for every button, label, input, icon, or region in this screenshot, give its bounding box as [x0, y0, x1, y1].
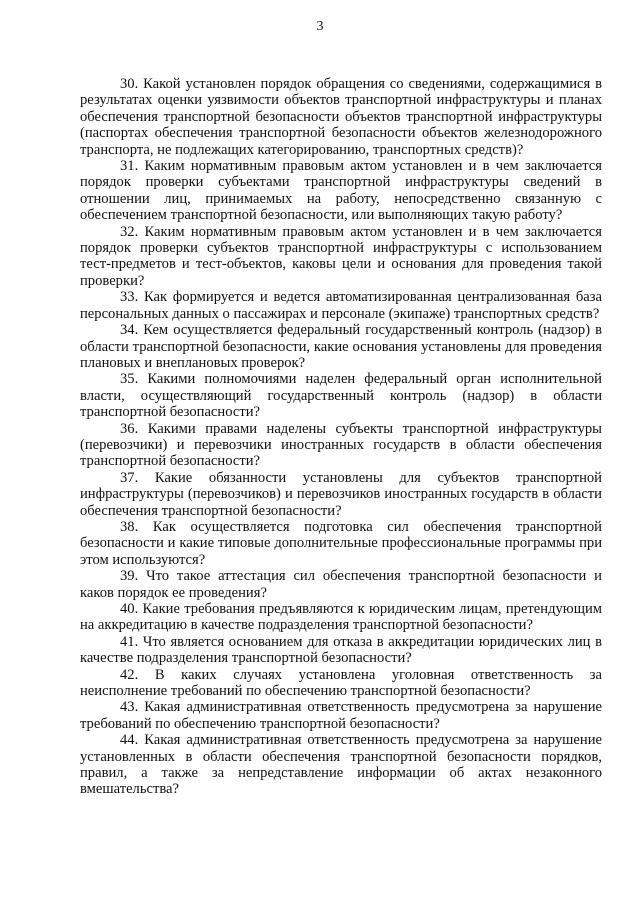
page-number: 3 — [316, 19, 324, 34]
question-43 — [80, 699, 602, 732]
question-text: Каким нормативным правовым актом установлен и в чем заключается порядок проверки субъектами транспортной инфраструктуры сведений в отношении лиц, принимаемых на работу, непосредственно связанную с обеспечением транспортной безопасности, или выполняющих такую работу? — [80, 158, 602, 224]
question-number: 40. — [120, 601, 139, 617]
question-text: Как формируется и ведется автоматизированная централизованная база персональных данных о пассажирах и персонале (экипаже) транспортных средств? — [80, 289, 602, 322]
question-34 — [80, 322, 602, 371]
question-text: Что такое аттестация сил обеспечения транспортной безопасности и каков порядок ее проведения? — [80, 568, 602, 601]
question-30 — [80, 76, 602, 158]
question-number: 35. — [120, 371, 139, 388]
question-31 — [80, 158, 602, 224]
question-text: Каким нормативным правовым актом установлен и в чем заключается порядок проверки субъектов транспортной инфраструктуры с использованием тест-предметов и тест-объектов, каковы цели и основания для проведения такой проверки? — [80, 223, 602, 289]
question-list — [80, 76, 602, 798]
question-number: 36. — [120, 420, 139, 437]
question-text: Что является основанием для отказа в аккредитации юридических лиц в качестве подразделения транспортной безопасности? — [80, 633, 602, 667]
question-number: 44. — [120, 732, 139, 749]
question-number: 33. — [120, 289, 139, 306]
question-number: 41. — [120, 633, 139, 650]
question-number: 38. — [120, 518, 139, 535]
question-number: 34. — [120, 322, 139, 339]
question-text: В каких случаях установлена уголовная ответственность за неисполнение требований по обеспечению транспортной безопасности? — [80, 666, 602, 700]
question-number: 42. — [120, 666, 139, 683]
question-number: 32. — [120, 223, 139, 240]
question-number: 43. — [120, 699, 139, 716]
question-42 — [80, 667, 602, 700]
question-text: Какими правами наделены субъекты транспортной инфраструктуры (перевозчики) и перевозчики иностранных государств в области обеспечения транспортной безопасности? — [80, 420, 602, 470]
question-32 — [80, 224, 602, 290]
question-number: 31. — [120, 158, 139, 175]
question-text: Какая административная ответственность предусмотрена за нарушение установленных в области обеспечения транспортной безопасности порядков, правил, а также за непредставление информации об актах незаконного вмешательства? — [80, 732, 602, 798]
question-text: Какая административная ответственность предусмотрена за нарушение требований по обеспечению транспортной безопасности? — [80, 699, 602, 732]
question-text: Какими полномочиями наделен федеральный орган исполнительной власти, осуществляющий государственный контроль (надзор) в области транспортной безопасности? — [80, 371, 602, 421]
question-text: Какой установлен порядок обращения со сведениями, содержащимися в результатах оценки уязвимости объектов транспортной инфраструктуры и планах обеспечения транспортной безопасности объектов транспортной инфраструктуры (паспортах обеспечения транспортной безопасности объектов железнодорожного транспорта, не подлежащих категорированию, транспортных средств)? — [80, 76, 602, 158]
question-37 — [80, 470, 602, 519]
question-33 — [80, 289, 602, 322]
question-text: Как осуществляется подготовка сил обеспечения транспортной безопасности и какие типовые дополнительные профессиональные программы при этом используются? — [80, 518, 602, 568]
question-39 — [80, 568, 602, 601]
question-41 — [80, 634, 602, 667]
question-number: 39. — [120, 568, 139, 585]
question-text: Кем осуществляется федеральный государственный контроль (надзор) в области транспортной безопасности, какие основания установлены для проведения плановых и внеплановых проверок? — [80, 322, 602, 371]
question-text: Какие требования предъявляются к юридическим лицам, претендующим на аккредитацию в качестве подразделения транспортной безопасности? — [80, 601, 602, 634]
question-40 — [80, 601, 602, 634]
question-35 — [80, 371, 602, 420]
question-text: Какие обязанности установлены для субъектов транспортной инфраструктуры (перевозчиков) и перевозчиков иностранных государств в области обеспечения транспортной безопасности? — [80, 469, 602, 519]
question-36 — [80, 421, 602, 470]
question-number: 30. — [120, 76, 139, 92]
question-number: 37. — [120, 469, 139, 486]
question-44 — [80, 732, 602, 798]
question-38 — [80, 519, 602, 568]
